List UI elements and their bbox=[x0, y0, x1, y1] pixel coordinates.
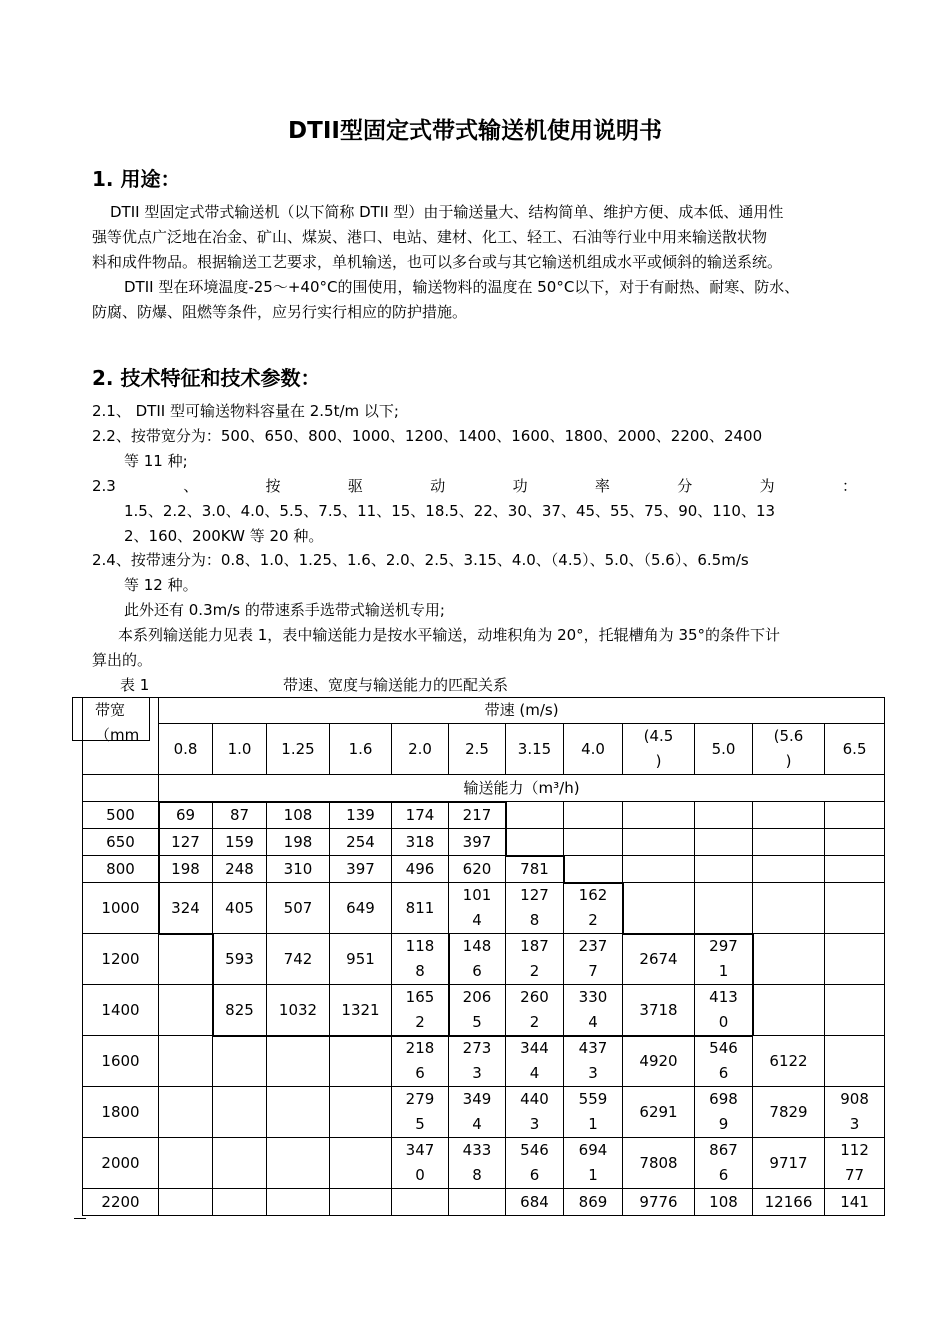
capacity-cell bbox=[159, 1036, 213, 1087]
capacity-cell: 237 7 bbox=[564, 934, 623, 985]
capacity-cell: 87 bbox=[213, 802, 267, 829]
section-2-heading: 2. 技术特征和技术参数： bbox=[92, 366, 321, 390]
capacity-cell: 437 3 bbox=[564, 1036, 623, 1087]
capacity-cell: 112 77 bbox=[825, 1138, 885, 1189]
capacity-cell bbox=[825, 985, 885, 1036]
token: 分 bbox=[677, 477, 693, 495]
capacity-cell: 867 6 bbox=[695, 1138, 753, 1189]
token: ： bbox=[841, 477, 857, 495]
spec-line-extra: 此外还有 0.3m/s 的带速系手选带式输送机专用; bbox=[124, 601, 445, 619]
capacity-cell: 279 5 bbox=[392, 1087, 449, 1138]
table-caption: 带速、宽度与输送能力的匹配关系 bbox=[283, 676, 509, 694]
width-cell: 800 bbox=[83, 856, 159, 883]
paragraph-line: 料和成件物品。根据输送工艺要求，单机输送，也可以多台或与其它输送机组成水平或倾斜的输送系统。 bbox=[92, 253, 783, 271]
capacity-cell: 127 bbox=[159, 829, 213, 856]
speed-cell: 3.15 bbox=[506, 724, 564, 775]
capacity-cell: 324 bbox=[159, 883, 213, 934]
spec-line-2-3 bbox=[92, 474, 857, 499]
capacity-cell bbox=[159, 1087, 213, 1138]
capacity-cell bbox=[753, 856, 825, 883]
speed-cell: 0.8 bbox=[159, 724, 213, 775]
table-row bbox=[83, 883, 885, 934]
capacity-cell: 6122 bbox=[753, 1036, 825, 1087]
capacity-cell: 7808 bbox=[623, 1138, 695, 1189]
capacity-cell: 254 bbox=[330, 829, 392, 856]
blank-cell bbox=[83, 775, 159, 802]
spec-line-2-4-cont: 等 12 种。 bbox=[124, 576, 198, 594]
capacity-cell: 1032 bbox=[267, 985, 330, 1036]
capacity-cell: 7829 bbox=[753, 1087, 825, 1138]
capacity-cell bbox=[506, 802, 564, 829]
capacity-cell bbox=[159, 1138, 213, 1189]
width-unit: （mm bbox=[95, 726, 140, 744]
capacity-cell: 405 bbox=[213, 883, 267, 934]
capacity-cell: 127 8 bbox=[506, 883, 564, 934]
capacity-cell bbox=[267, 1138, 330, 1189]
capacity-cell bbox=[564, 802, 623, 829]
spec-line-note-cont: 算出的。 bbox=[92, 651, 153, 669]
paragraph-line: 强等优点广泛地在冶金、矿山、煤炭、港口、电站、建材、化工、轻工、石油等行业中用来输送散状物 bbox=[92, 228, 768, 246]
token: 动 bbox=[430, 477, 446, 495]
speed-cell: 2.0 bbox=[392, 724, 449, 775]
speed-cell: 4.0 bbox=[564, 724, 623, 775]
capacity-cell: 318 bbox=[392, 829, 449, 856]
capacity-cell: 546 6 bbox=[506, 1138, 564, 1189]
table-row bbox=[83, 985, 885, 1036]
spec-line-2-3-cont: 1.5、2.2、3.0、4.0、5.5、7.5、11、15、18.5、22、30、37、45、55、75、90、110、13 bbox=[124, 502, 776, 520]
capacity-cell: 742 bbox=[267, 934, 330, 985]
capacity-cell: 139 bbox=[330, 802, 392, 829]
capacity-cell bbox=[623, 883, 695, 934]
spec-line-2-2-cont: 等 11 种; bbox=[124, 452, 188, 470]
width-cell: 1600 bbox=[83, 1036, 159, 1087]
capacity-cell bbox=[753, 802, 825, 829]
table-row bbox=[83, 1036, 885, 1087]
speed-cell: (5.6 ) bbox=[753, 724, 825, 775]
section-1-heading: 1. 用途： bbox=[92, 167, 181, 191]
capacity-cell: 159 bbox=[213, 829, 267, 856]
token: 驱 bbox=[347, 477, 363, 495]
table-row bbox=[83, 934, 885, 985]
width-cell: 1400 bbox=[83, 985, 159, 1036]
capacity-cell bbox=[159, 934, 213, 985]
capacity-cell: 4920 bbox=[623, 1036, 695, 1087]
capacity-cell bbox=[695, 802, 753, 829]
capacity-cell bbox=[213, 1138, 267, 1189]
table-row bbox=[83, 802, 885, 829]
capacity-cell: 951 bbox=[330, 934, 392, 985]
capacity-cell: 825 bbox=[213, 985, 267, 1036]
capacity-cell: 148 6 bbox=[449, 934, 506, 985]
capacity-cell bbox=[267, 1087, 330, 1138]
capacity-cell: 507 bbox=[267, 883, 330, 934]
capacity-cell: 349 4 bbox=[449, 1087, 506, 1138]
capacity-cell: 12166 bbox=[753, 1189, 825, 1216]
table-label: 表 1 bbox=[120, 676, 150, 694]
capacity-cell bbox=[564, 856, 623, 883]
capacity-cell bbox=[695, 856, 753, 883]
speed-cell: 2.5 bbox=[449, 724, 506, 775]
capacity-header: 输送能力（m³/h) bbox=[159, 775, 885, 802]
capacity-cell: 1321 bbox=[330, 985, 392, 1036]
token: 功 bbox=[512, 477, 528, 495]
capacity-cell: 198 bbox=[267, 829, 330, 856]
width-cell: 1000 bbox=[83, 883, 159, 934]
capacity-cell: 3718 bbox=[623, 985, 695, 1036]
capacity-cell: 273 3 bbox=[449, 1036, 506, 1087]
capacity-cell bbox=[753, 985, 825, 1036]
capacity-cell bbox=[213, 1189, 267, 1216]
capacity-cell: 218 6 bbox=[392, 1036, 449, 1087]
capacity-cell: 108 bbox=[695, 1189, 753, 1216]
spec-line-2-3-cont2: 2、160、200KW 等 20 种。 bbox=[124, 527, 324, 545]
paragraph-line: 防腐、防爆、阻燃等条件，应另行实行相应的防护措施。 bbox=[92, 303, 468, 321]
capacity-cell: 698 9 bbox=[695, 1087, 753, 1138]
capacity-cell: 413 0 bbox=[695, 985, 753, 1036]
width-cell: 500 bbox=[83, 802, 159, 829]
capacity-cell bbox=[267, 1036, 330, 1087]
capacity-cell: 141 bbox=[825, 1189, 885, 1216]
capacity-cell bbox=[213, 1087, 267, 1138]
capacity-cell: 217 bbox=[449, 802, 506, 829]
token: 按 bbox=[265, 477, 281, 495]
speed-cell: 1.0 bbox=[213, 724, 267, 775]
token: 为 bbox=[759, 477, 775, 495]
capacity-cell bbox=[330, 1189, 392, 1216]
capacity-cell: 9717 bbox=[753, 1138, 825, 1189]
spec-line-2-2: 2.2、按带宽分为：500、650、800、1000、1200、1400、1600、1800、2000、2200、2400 bbox=[92, 427, 763, 445]
width-cell: 650 bbox=[83, 829, 159, 856]
capacity-cell bbox=[159, 1189, 213, 1216]
capacity-cell: 198 bbox=[159, 856, 213, 883]
capacity-cell: 297 1 bbox=[695, 934, 753, 985]
speed-cell: 6.5 bbox=[825, 724, 885, 775]
width-cell: 1200 bbox=[83, 934, 159, 985]
capacity-cell: 593 bbox=[213, 934, 267, 985]
table-row bbox=[83, 856, 885, 883]
capacity-cell bbox=[564, 829, 623, 856]
paragraph-line: DTII 型在环境温度-25～+40°C的围使用，输送物料的温度在 50°C以下，对于有耐热、耐寒、防水、 bbox=[124, 278, 800, 296]
speed-cell: 1.6 bbox=[330, 724, 392, 775]
capacity-cell bbox=[825, 1036, 885, 1087]
width-cell: 2200 bbox=[83, 1189, 159, 1216]
capacity-cell bbox=[695, 883, 753, 934]
capacity-cell bbox=[392, 1189, 449, 1216]
capacity-cell bbox=[159, 985, 213, 1036]
table-row bbox=[83, 829, 885, 856]
capacity-cell bbox=[330, 1036, 392, 1087]
width-header: 带宽 bbox=[95, 701, 126, 719]
capacity-cell bbox=[753, 829, 825, 856]
capacity-cell: 344 4 bbox=[506, 1036, 564, 1087]
table-end-mark bbox=[74, 1218, 86, 1219]
capacity-cell: 69 bbox=[159, 802, 213, 829]
capacity-cell: 260 2 bbox=[506, 985, 564, 1036]
capacity-cell: 811 bbox=[392, 883, 449, 934]
capacity-cell: 694 1 bbox=[564, 1138, 623, 1189]
capacity-cell: 496 bbox=[392, 856, 449, 883]
capacity-cell bbox=[213, 1036, 267, 1087]
capacity-cell bbox=[825, 802, 885, 829]
capacity-cell bbox=[330, 1138, 392, 1189]
capacity-cell bbox=[695, 829, 753, 856]
capacity-cell: 165 2 bbox=[392, 985, 449, 1036]
capacity-cell bbox=[825, 883, 885, 934]
capacity-table bbox=[82, 697, 885, 1216]
capacity-cell: 649 bbox=[330, 883, 392, 934]
capacity-cell: 248 bbox=[213, 856, 267, 883]
document-title: DTII型固定式带式输送机使用说明书 bbox=[288, 118, 662, 144]
header-corner-box bbox=[72, 697, 150, 741]
capacity-cell: 108 bbox=[267, 802, 330, 829]
table-row bbox=[83, 1087, 885, 1138]
capacity-cell: 187 2 bbox=[506, 934, 564, 985]
capacity-cell bbox=[449, 1189, 506, 1216]
paragraph-line: DTII 型固定式带式输送机（以下简称 DTII 型）由于输送量大、结构简单、维护方便、成本低、通用性 bbox=[110, 203, 784, 221]
capacity-cell: 310 bbox=[267, 856, 330, 883]
capacity-cell: 174 bbox=[392, 802, 449, 829]
table-row bbox=[83, 1189, 885, 1216]
width-cell: 2000 bbox=[83, 1138, 159, 1189]
capacity-cell: 6291 bbox=[623, 1087, 695, 1138]
capacity-cell bbox=[506, 829, 564, 856]
capacity-cell: 869 bbox=[564, 1189, 623, 1216]
capacity-cell bbox=[825, 829, 885, 856]
token: 2.3 bbox=[92, 477, 116, 495]
capacity-cell bbox=[330, 1087, 392, 1138]
capacity-cell bbox=[825, 856, 885, 883]
capacity-cell: 397 bbox=[330, 856, 392, 883]
capacity-cell: 2674 bbox=[623, 934, 695, 985]
capacity-cell: 347 0 bbox=[392, 1138, 449, 1189]
capacity-cell: 620 bbox=[449, 856, 506, 883]
table-row bbox=[83, 1138, 885, 1189]
width-cell: 1800 bbox=[83, 1087, 159, 1138]
capacity-cell: 440 3 bbox=[506, 1087, 564, 1138]
capacity-cell: 330 4 bbox=[564, 985, 623, 1036]
capacity-cell: 101 4 bbox=[449, 883, 506, 934]
speed-cell: (4.5 ) bbox=[623, 724, 695, 775]
spec-line-note: 本系列输送能力见表 1，表中输送能力是按水平输送，动堆积角为 20°，托辊槽角为 35°的条件下计 bbox=[118, 626, 781, 644]
capacity-cell bbox=[267, 1189, 330, 1216]
token: 、 bbox=[183, 477, 199, 495]
capacity-cell: 559 1 bbox=[564, 1087, 623, 1138]
capacity-cell: 546 6 bbox=[695, 1036, 753, 1087]
capacity-cell: 781 bbox=[506, 856, 564, 883]
capacity-cell bbox=[623, 829, 695, 856]
speed-header: 带速 (m/s) bbox=[159, 698, 885, 724]
capacity-cell bbox=[623, 856, 695, 883]
capacity-cell bbox=[753, 883, 825, 934]
capacity-cell: 908 3 bbox=[825, 1087, 885, 1138]
capacity-cell: 162 2 bbox=[564, 883, 623, 934]
capacity-cell bbox=[753, 934, 825, 985]
capacity-cell: 684 bbox=[506, 1189, 564, 1216]
speed-cell: 5.0 bbox=[695, 724, 753, 775]
capacity-cell: 397 bbox=[449, 829, 506, 856]
capacity-cell bbox=[623, 802, 695, 829]
capacity-cell: 118 8 bbox=[392, 934, 449, 985]
capacity-cell: 433 8 bbox=[449, 1138, 506, 1189]
capacity-cell: 9776 bbox=[623, 1189, 695, 1216]
spec-line-2-1: 2.1、 DTII 型可输送物料容量在 2.5t/m 以下; bbox=[92, 402, 399, 420]
spec-line-2-4: 2.4、按带速分为：0.8、1.0、1.25、1.6、2.0、2.5、3.15、4.0、（4.5）、5.0、（5.6）、6.5m/s bbox=[92, 551, 749, 569]
speed-cell: 1.25 bbox=[267, 724, 330, 775]
token: 率 bbox=[594, 477, 610, 495]
capacity-cell bbox=[825, 934, 885, 985]
capacity-cell: 206 5 bbox=[449, 985, 506, 1036]
